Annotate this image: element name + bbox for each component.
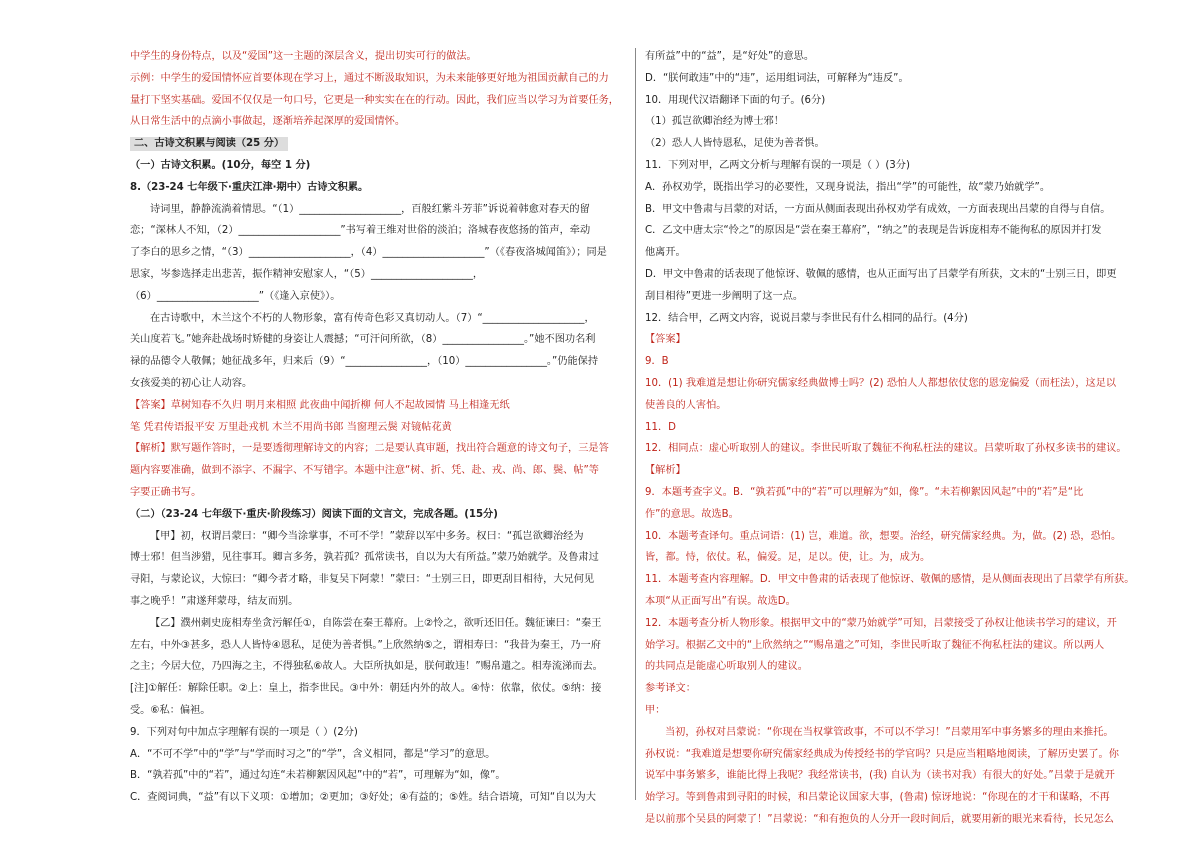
right-line [645, 748, 1143, 762]
left-line-text: 题内容要准确，做到不添字、不漏字、不写错字。本题中注意“树、折、凭、赴、戎、尚、郎、鬓、帖”等 [130, 465, 599, 477]
right-line-text: 参考译文： [645, 683, 696, 695]
left-line-text: 中学生的身份特点，以及“爱国”这一主题的深层含义，提出切实可行的做法。 [130, 51, 477, 62]
right-line-text: 本项“从正面写出”有误。故选D。 [645, 595, 796, 607]
left-line-text: （一）古诗文积累。(10分，每空 1 分) [130, 159, 311, 171]
right-line [645, 181, 1143, 195]
left-line-text: 事之晚乎！”肃遂拜蒙母，结友而别。 [130, 595, 299, 607]
right-line-text: 当初，孙权对吕蒙说：“你现在当权掌管政事，不可以不学习！”吕蒙用军中事务繁多的理由来推托。 [665, 726, 1114, 738]
right-line [645, 355, 1143, 369]
left-line-text: 左右，中外③甚多，恐人人皆恃④恩私，足使为善者惧。”上欣然纳⑤之，谓相寿曰：“我昔为秦王，乃一府 [130, 639, 601, 651]
right-line-text: 有所益”中的“益”，是“好处”的意思。 [645, 51, 815, 62]
right-line-text: 11．D [645, 421, 676, 433]
left-line [130, 159, 627, 173]
right-line [645, 595, 1143, 609]
left-line-text: 禄的品德令人敬佩；她征战多年，归来后（9）“________________，（10）________________。”仍能保持 [130, 356, 599, 368]
left-line-text: 量打下坚实基础。爱国不仅仅是一句口号，它更是一种实实在在的行动。因此，我们应当以学习为首要任务， [130, 94, 619, 106]
left-line-text: 在古诗歌中，木兰这个不朽的人物形象，富有传奇色彩又真切动人。（7）“____________________， [150, 312, 595, 324]
left-line-text: 了李白的思乡之情，“（3）____________________，（4）____________________”（《春夜洛城闻笛》）；同是 [130, 247, 607, 259]
right-line [645, 137, 1143, 151]
left-line [130, 791, 627, 805]
left-line [130, 769, 627, 783]
left-line [130, 508, 627, 522]
right-line [645, 682, 1143, 696]
right-line-text: 的共同点是能虚心听取别人的建议。 [645, 661, 808, 673]
right-line-text: 10．用现代汉语翻译下面的句子。(6分) [645, 94, 826, 106]
right-line [645, 660, 1143, 674]
left-line [130, 704, 627, 718]
right-line [645, 769, 1143, 783]
left-line [130, 137, 627, 151]
right-line [645, 464, 1143, 478]
right-line-text: 10．(1) 我难道是想让你研究儒家经典做博士吗？(2) 恐怕人人都想依仗您的恩宠偏爱（而枉法），这足以 [645, 377, 1117, 389]
right-line-text: 【答案】 [645, 334, 686, 346]
left-line [130, 115, 627, 129]
left-line-text: C．查阅词典，“益”有以下义项：①增加；②更加；③好处；④有益的；⑤姓。结合语境，可知“自以为大 [130, 792, 596, 804]
left-line [130, 181, 627, 195]
left-line-text: 寻阳，与蒙论议，大惊曰：“卿今者才略，非复吴下阿蒙！”蒙曰：“士别三日，即更刮目相待，大兄何见 [130, 574, 595, 586]
left-line-text: 思家，岑参选择走出悲苦，振作精神安慰家人，“（5）____________________， [130, 268, 484, 280]
left-line [130, 312, 627, 326]
left-line [130, 551, 627, 565]
left-line-text: 9．下列对句中加点字理解有误的一项是（ ）(2分) [130, 726, 358, 738]
left-line [130, 203, 627, 217]
right-line-text: A．孙权劝学，既指出学习的必要性，又现身说法，指出“学”的可能性，故“蒙乃始就学”。 [645, 181, 1051, 193]
right-line-text: 12．结合甲，乙两文内容，说说吕蒙与李世民有什么相同的品行。(4分) [645, 312, 968, 324]
right-line [645, 704, 1143, 718]
right-line [645, 421, 1143, 435]
left-line [130, 268, 627, 282]
right-line-text: 【解析】 [645, 465, 686, 477]
left-line-text: [注]①解任：解除任职。②上：皇上，指李世民。③中外：朝廷内外的故人。④恃：依靠，依仗。⑤纳：接 [130, 683, 602, 695]
right-line [645, 94, 1143, 108]
left-line-text: （6）____________________”（《逢入京使》）。 [130, 290, 341, 302]
right-line-text: （2）恐人人皆恃恩私，足使为善者惧。 [645, 138, 825, 150]
left-line-text: B．“孰若孤”中的“若”，通过勾连“未若柳絮因风起”中的“若”，可理解为“如，像”。 [130, 770, 506, 782]
right-line-text: 甲： [645, 704, 666, 716]
left-line [130, 421, 627, 435]
right-line [645, 159, 1143, 173]
right-line [645, 50, 1143, 64]
left-line-text: 笔 凭君传语报平安 万里赴戎机 木兰不用尚书郎 当窗理云鬓 对镜帖花黄 [130, 421, 452, 433]
left-column [130, 50, 627, 813]
left-line-text: A．“不可不学”中的“学”与“学而时习之”的“学”，含义相同，都是“学习”的意思。 [130, 748, 496, 760]
left-line-text: （二）（23-24 七年级下·重庆·阶段练习）阅读下面的文言文，完成各题。(15分) [130, 508, 498, 520]
right-line-text: 始学习。根据乙文中的“上欣然纳之”“赐帛遣之”可知，李世民听取了魏征不徇私枉法的建议。所以两人 [645, 639, 1105, 651]
right-line-text: 孙权说：“我难道是想要你研究儒家经典成为传授经书的学官吗？只是应当粗略地阅读，了解历史罢了。你 [645, 748, 1119, 760]
left-line [130, 682, 627, 696]
right-line-text: 12．相同点：虚心听取别人的建议。李世民听取了魏征不徇私枉法的建议。吕蒙听取了孙权多读书的建议。 [645, 443, 1127, 455]
right-line-text: 11．下列对甲，乙两文分析与理解有误的一项是（ ）(3分) [645, 159, 910, 171]
right-line [645, 203, 1143, 217]
left-line [130, 595, 627, 609]
right-line [645, 530, 1143, 544]
right-line [645, 224, 1143, 238]
right-line-text: 使善良的人害怕。 [645, 399, 727, 411]
left-line [130, 573, 627, 587]
right-line-text: 始学习。等到鲁肃到寻阳的时候，和吕蒙论议国家大事，(鲁肃) 惊讶地说：“你现在的才干和谋略，不再 [645, 792, 1110, 804]
right-line [645, 813, 1143, 827]
right-line [645, 333, 1143, 347]
right-line-text: 9．本题考查字义。B．“孰若孤”中的“若”可以理解为“如，像”。“未若柳絮因风起”中的“若”是“比 [645, 486, 1084, 498]
left-line-text: 示例：中学生的爱国情怀应首要体现在学习上，通过不断汲取知识，为未来能够更好地为祖国贡献自己的力 [130, 72, 609, 84]
left-line [130, 726, 627, 740]
right-line [645, 399, 1143, 413]
right-line-text: 12．本题考查分析人物形象。根据甲文中的“蒙乃始就学”可知，吕蒙接受了孙权让他读书学习的建议，开 [645, 617, 1117, 629]
left-line-text: 【答案】草树知春不久归 明月来相照 此夜曲中闻折柳 何人不起故园情 马上相逢无纸 [130, 399, 510, 411]
right-line [645, 508, 1143, 522]
left-line [130, 224, 627, 238]
left-line [130, 94, 627, 108]
right-line [645, 486, 1143, 500]
right-line-text: D．甲文中鲁肃的话表现了他惊讶、敬佩的感情，也从正面写出了吕蒙学有所获，文末的“士别三日，即更 [645, 268, 1117, 280]
right-line [645, 617, 1143, 631]
right-line-text: 说军中事务繁多，谁能比得上我呢？我经常读书，(我) 自认为（读书对我）有很大的好处。”吕蒙于是就开 [645, 770, 1115, 782]
right-line [645, 551, 1143, 565]
right-line-text: D．“朕何敢违”中的“违”，运用组词法，可解释为“违反”。 [645, 72, 909, 84]
right-line [645, 573, 1143, 587]
left-line-text: 诗词里，静静流淌着情思。“（1）____________________，百般红紫斗芳菲”诉说着韩愈对春天的留 [150, 203, 590, 215]
left-line [130, 355, 627, 369]
left-line-text: 恋；“深林人不知，（2）____________________”书写着王维对世俗的淡泊；洛城春夜悠扬的笛声，牵动 [130, 225, 591, 237]
left-line-text: 受。⑥私：偏袒。 [130, 704, 211, 716]
right-line-text: 他离开。 [645, 247, 686, 259]
left-line [130, 50, 627, 64]
right-line [645, 268, 1143, 282]
right-line-text: 9．B [645, 356, 669, 368]
left-line-text: 【甲】初，权谓吕蒙曰：“卿今当涂掌事，不可不学！”蒙辞以军中多务。权曰：“孤岂欲卿治经为 [150, 530, 584, 542]
right-line-text: 11．本题考查内容理解。D．甲文中鲁肃的话表现了他惊讶、敬佩的感情，是从侧面表现出了吕蒙学有所获。 [645, 574, 1135, 586]
right-line [645, 726, 1143, 740]
left-line-text: 【解析】默写题作答时，一是要透彻理解诗文的内容；二是要认真审题，找出符合题意的诗文句子，三是答 [130, 443, 609, 455]
right-line-text: 10．本题考查译句。重点词语：(1) 岂，难道。欲，想要。治经，研究儒家经典。为，做。(2) 恐，恐怕。 [645, 530, 1122, 542]
column-divider [635, 48, 636, 800]
left-line [130, 660, 627, 674]
right-line [645, 115, 1143, 129]
right-line [645, 312, 1143, 326]
left-line [130, 290, 627, 304]
right-line [645, 290, 1143, 304]
left-line [130, 72, 627, 86]
left-line [130, 442, 627, 456]
right-line-text: 刮目相待”更进一步阐明了这一点。 [645, 290, 804, 302]
left-line-text: 二、古诗文积累与阅读（25 分） [130, 137, 288, 151]
left-line-text: 字要正确书写。 [130, 486, 202, 498]
left-line [130, 486, 627, 500]
right-line [645, 246, 1143, 260]
left-line-text: 从日常生活中的点滴小事做起，逐渐培养起深厚的爱国情怀。 [130, 116, 406, 128]
left-line-text: 8.（23-24 七年级下·重庆江津·期中）古诗文积累。 [130, 181, 369, 193]
left-line-text: 博士邪！但当涉猎，见往事耳。卿言多务，孰若孤？孤常读书，自以为大有所益。”蒙乃始就学。及鲁肃过 [130, 552, 599, 564]
right-line-text: C．乙文中唐太宗“怜之”的原因是“尝在秦王幕府”，“纳之”的表现是告诉庞相寿不能徇私的原因并打发 [645, 225, 1102, 237]
left-line [130, 246, 627, 260]
right-line-text: （1）孤岂欲卿治经为博士邪！ [645, 116, 784, 128]
left-line-text: 关山度若飞。”她奔赴战场时矫健的身姿让人震撼；“可汗问所欲，（8）________________。”她不图功名利 [130, 334, 596, 346]
left-line-text: 女孩爱美的初心让人动容。 [130, 377, 253, 389]
left-line [130, 377, 627, 391]
right-line [645, 791, 1143, 805]
right-line-text: 是以前那个吴县的阿蒙了！”吕蒙说：“和有抱负的人分开一段时间后，就要用新的眼光来看待，长兄怎么 [645, 813, 1114, 825]
right-line [645, 72, 1143, 86]
right-column [645, 50, 1143, 835]
right-line-text: 皆，都。恃，依仗。私，偏爱。足，足以。使，让。为，成为。 [645, 552, 931, 564]
right-line [645, 442, 1143, 456]
left-line [130, 464, 627, 478]
left-line [130, 530, 627, 544]
left-line-text: 【乙】濮州刺史庞相寿坐贪污解任①，自陈尝在秦王幕府。上②怜之，欲听还旧任。魏征谏曰：“秦王 [150, 617, 602, 629]
left-line [130, 333, 627, 347]
right-line [645, 639, 1143, 653]
left-line [130, 639, 627, 653]
left-line [130, 399, 627, 413]
right-line-text: 作”的意思。故选B。 [645, 508, 739, 520]
left-line-text: 之主；今居大位，乃四海之主，不得独私⑥故人。大臣所执如是，朕何敢违！”赐帛遣之。相寿流涕而去。 [130, 661, 603, 673]
right-line-text: B．甲文中鲁肃与吕蒙的对话，一方面从侧面表现出孙权劝学有成效，一方面表现出吕蒙的自得与自信。 [645, 203, 1111, 215]
left-line [130, 617, 627, 631]
right-line [645, 377, 1143, 391]
left-line [130, 748, 627, 762]
